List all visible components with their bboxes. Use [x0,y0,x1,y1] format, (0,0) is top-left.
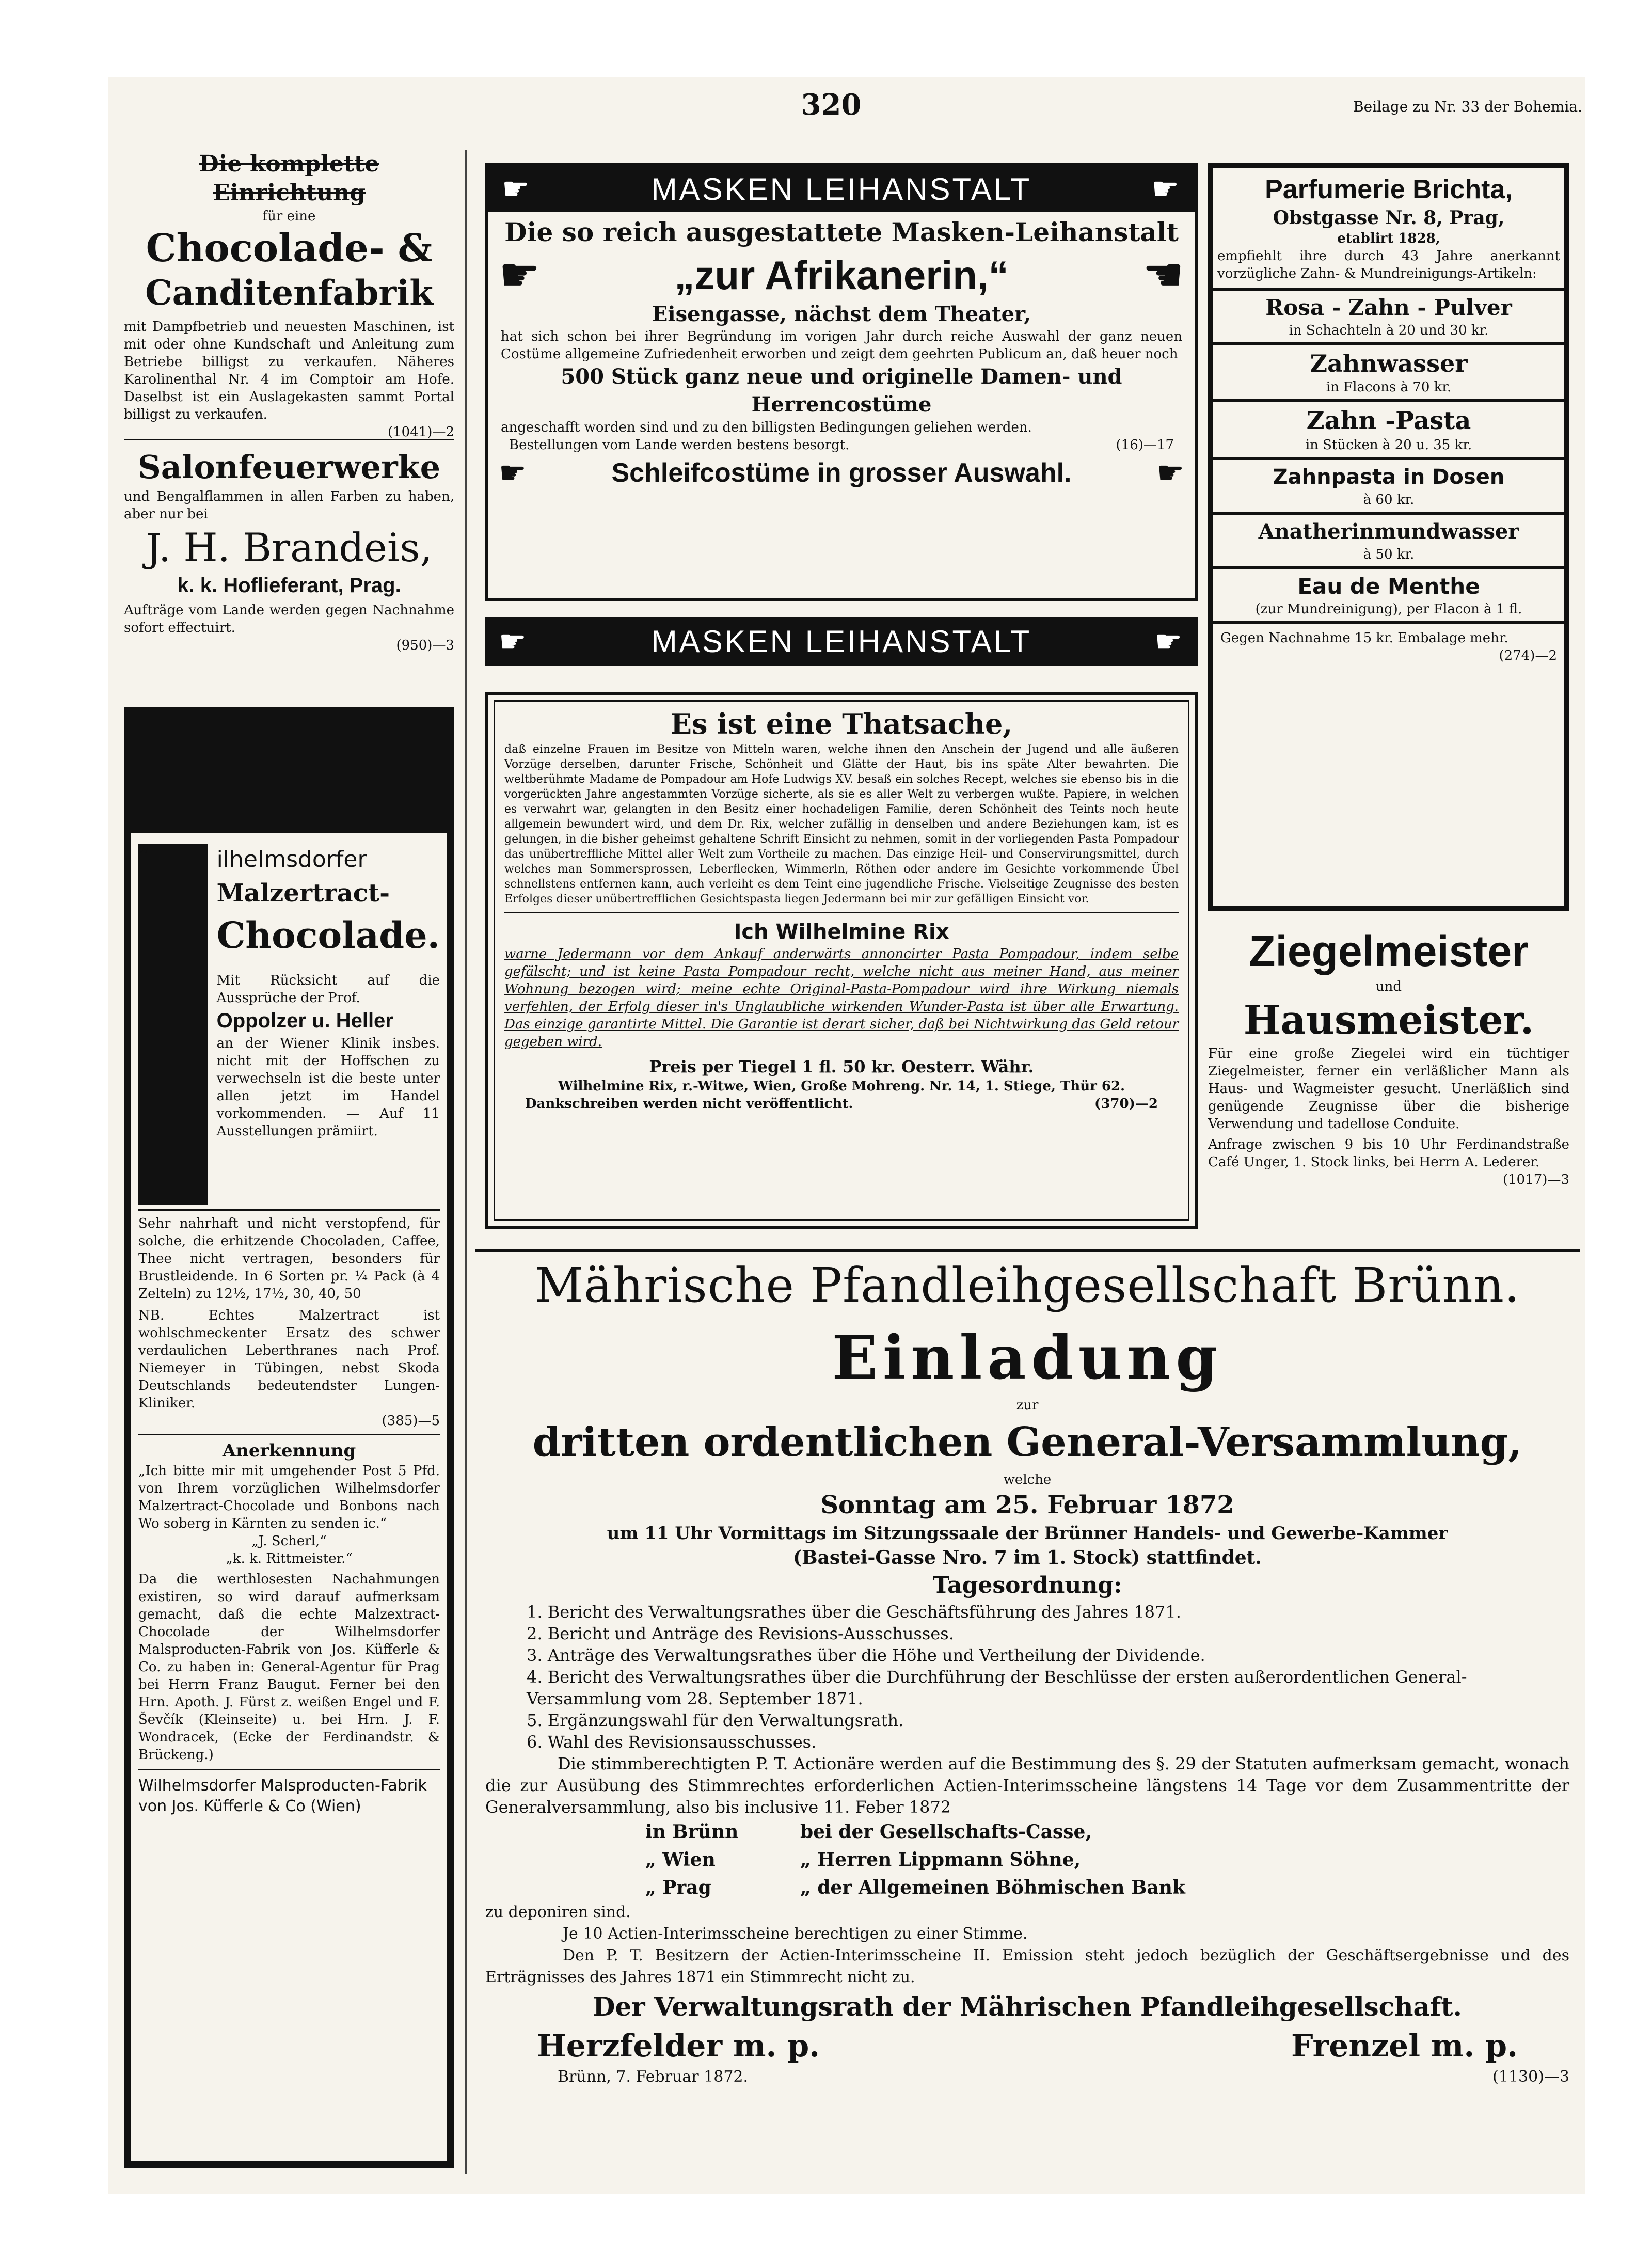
text1: hat sich schon bei ihrer Begründung im vorigen Jahr durch reiche Auswahl der ganz neuen Costüme allgemeine Zufriedenheit erworben und zeigt dem geehrten Publicum an, daß heuer noch [501,329,1182,362]
deposit-city: „ Wien [645,1849,716,1871]
pointing-hand-icon: ☛ [502,171,532,206]
black-header-band [131,715,447,833]
product-zahnpasta [1213,402,1564,460]
deposit-city: in Brünn [645,1821,739,1843]
header-cell [1213,168,1564,291]
agenda-item: 2. Bericht und Anträge des Revisions-Ausschusses. [527,1624,954,1643]
ad-brickmaster [1208,924,1569,1189]
agenda-item: 5. Ergänzungswahl für den Verwaltungsrath. [527,1710,904,1730]
warning: warne Jedermann vor dem Ankauf anderwärts annoncirter Pasta Pompadour, indem selbe gefälscht; und ist keine Pasta Pompadour recht, welche nicht aus meiner Hand, aus meiner Wohnung bezogen wird; meine echte Original-Pasta-Pompadour wird ihre Wirkung niemals verfehlen, der Erfolg dieser in's Unglaubliche wirkenden Wunder-Pasta ist über alle Erwartung. Das einzige garantirte Mittel. Die Garantie ist derart sicher, daß bei Nichtwirkung das Geld retour gegeben wird. [504,946,1179,1050]
schleif-line: Schleifcostüme in grosser Auswahl. [611,458,1072,488]
product-name: Rosa - Zahn - Pulver [1265,295,1512,320]
product-name: Zahnpasta in Dosen [1273,465,1505,489]
para1: Mit Rücksicht auf die Aussprüche der Prof. [216,973,440,1006]
notice-text: Die stimmberechtigten P. T. Actionäre werden auf die Bestimmung des §. 29 der Statuten aufmerksam gemacht, wonach die zur Ausübung des Stimmrechtes erforderlichen Actien-Interimsscheine längstens 14 Tage vor dem Zusammentritte der Generalversammlung, also bis inclusive 11. Feber 1872 [485,1754,1569,1817]
para3: Sehr nahrhaft und nicht verstopfend, für solche, die erhitzende Chocoladen, Caffee, Thee nicht vertragen, besonders für Brustleidende. In 6 Sorten pr. ¼ Pack (à 4 Zelteln) zu 12½, 17½, 30, 40, 50 [138,1216,440,1302]
divider [124,439,454,440]
line2: Malzertract- [216,879,390,908]
footer-note: Gegen Nachnahme 15 kr. Embalage mehr. [1220,630,1508,646]
signature-herzfelder: Herzfelder m. p. [537,2028,820,2064]
ack-signer: „J. Scherl,“ [251,1533,327,1549]
ad-note: Aufträge vom Lande werden gegen Nachnahme sofort effectuirt. [124,603,454,636]
ad-ref: (1130)—3 [1492,2068,1569,2086]
vote-rule: Je 10 Actien-Interimsscheine berechtigen zu einer Stimme. [563,1925,1028,1943]
ad-chocolate-factory [124,150,454,441]
deposit-place: „ der Allgemeinen Böhmischen Bank [800,1877,1185,1898]
thanks-note: Dankschreiben werden nicht veröffentlicht. [525,1096,853,1112]
ack-signer-title: „k. k. Rittmeister.“ [226,1551,353,1566]
pointing-hand-icon: ☛ [499,455,527,491]
intro: empfiehlt ihre durch 43 Jahre anerkannt vorzügliche Zahn- & Mundreinigungs-Artikeln: [1217,248,1560,281]
para2: an der Wiener Klinik insbes. nicht mit der Hoffschen zu verwechseln ist die beste unter allen jetzt im Handel vorkommenden. — Auf 11 Ausstellungen prämiirt. [216,1036,440,1139]
ad-ref: (274)—2 [1499,648,1557,663]
address: Wilhelmine Rix, r.-Witwe, Wien, Große Mohreng. Nr. 14, 1. Stiege, Thür 62. [558,1079,1125,1094]
banner-text: MASKEN LEIHANSTALT [651,171,1032,207]
ad-text: und Bengalflammen in allen Farben zu haben, aber nur bei [124,489,454,522]
pointing-hand-icon: ☛ [1151,171,1181,206]
product-name: Zahnwasser [1310,350,1468,377]
agenda-list [475,1601,1580,1753]
orders-note: Bestellungen vom Lande werden bestens besorgt. [509,437,850,453]
ad-title: Salonfeuerwerke [137,448,441,486]
ack-text: „Ich bitte mir mit umgehender Post 5 Pfd. von Ihrem vorzüglichen Wilhelmsdorfer Malzertract-Chocolade und Bonbons nach Wo soberg in Kärnten zu senden ic.“ [138,1463,440,1531]
line1: ilhelmsdorfer [216,846,367,873]
deponiren: zu deponiren sind. [485,1903,631,1921]
address: Eisengasse, nächst dem Theater, [652,302,1031,326]
pointing-hand-icon: ☛ [499,248,541,302]
ad-fireworks [124,447,454,654]
shop-name: Parfumerie Brichta, [1265,175,1513,204]
ad-text: daß einzelne Frauen im Besitze von Mitteln waren, welche ihnen den Anschein der Jugend und alle äußeren Vorzüge derselben, darunter Frische, Schönheit und Glätte der Haut, bis ins späte Alter bewahrten. Die weltberühmte Madame de Pompadour am Hofe Ludwigs XV. besaß ein solches Recept, welches sie ebenso bis in die vorgerückten Jahre angestammten Vorzüge sicherte, als sie es aller Welt zu verbergen wußte. Papiere, in welchen es verwahrt war, gelangten in den Besitz einer hochadeligen Familie, deren Schönheit des Teints noch heute allgemein bewundert wird, und dem Dr. Rix, welcher zufällig in denselben und andere Beziehungen kam, ist es gelungen, in die bisher geheimst gehaltene Schrift Einsicht zu nehmen, somit in der vorliegenden Pasta Pompadour das unübertreffliche Mittel aller Welt zum Vortheile zu machen. Das einzige Heil- und Conservirungsmittel, durch welches man Sommersprossen, Leberflecken, Wimmerln, Röthen oder andere im Gesichte vorkommende Übel schnellstens entfernen kann, auch verleiht es dem Teint eine jugendliche Frische. Vielseitige Zeugnisse des besten Erfolges dieser unübertrefflichen Gesichtspasta liegen Jedermann bei mir zur gefälligen Einsicht vor. [504,743,1179,906]
welche: welche [1003,1472,1052,1487]
since: etablirt 1828, [1337,231,1440,246]
ad-title: Es ist eine Thatsache, [670,707,1013,740]
product-name: Zahn -Pasta [1306,406,1471,435]
product-price: à 50 kr. [1363,547,1415,562]
ad-name: J. H. Brandeis, [146,525,433,571]
text2: angeschafft worden sind und zu den billigsten Bedingungen geliehen werden. [501,420,1032,435]
deposit-place: „ Herren Lippmann Söhne, [800,1849,1081,1871]
product-rosa [1213,291,1564,345]
ad-heading-2: Canditenfabrik [145,273,433,313]
agenda-item: 4. Bericht des Verwaltungsrathes über die Durchführung der Beschlüsse der ersten außerordentlichen General-Versammlung vom 28. September 1871. [527,1667,1467,1708]
page-number: 320 [801,88,862,122]
einladung-title: Einladung [832,1323,1223,1393]
agenda-item: 6. Wahl des Revisionsausschusses. [527,1732,817,1752]
deposit-place: bei der Gesellschafts-Casse, [800,1821,1092,1843]
initial-letter-text: W [138,844,149,856]
ad-ref: (385)—5 [382,1413,440,1429]
column-rule [465,150,467,2174]
ad-subtitle: für eine [262,209,316,224]
place-date: Brünn, 7. Februar 1872. [558,2068,749,2086]
line3: Chocolade. [216,914,440,957]
board-signature: Der Verwaltungsrath der Mährischen Pfandleihgesellschaft. [593,1991,1462,2022]
bold-line: 500 Stück ganz neue und originelle Damen- und Herrencostüme [561,365,1122,417]
owners-note: Den P. T. Besitzern der Actien-Interimsscheine II. Emission steht jedoch bezüglich der Geschäftsergebnisse und des Erträgnisses des Jahres 1871 ein Stimmrecht nicht zu. [485,1946,1569,1986]
ad-subtitle: k. k. Hoflieferant, Prag. [177,574,401,597]
ad-text: mit Dampfbetrieb und neuesten Maschinen, ist mit oder ohne Kundschaft und Anleitung zum Betriebe billigst zu verkaufen. Näheres Karolinenthal Nr. 4 im Comptoir am Hofe. Daselbst ist ein Auslagekasten sammt Portal billigst zu verkaufen. [124,319,454,422]
banner-top [488,166,1195,212]
product-name: Anatherinmundwasser [1258,519,1519,544]
address: Obstgasse Nr. 8, Prag, [1273,207,1505,229]
ad-malt-chocolate [124,707,454,2168]
product-price: in Stücken à 20 u. 35 kr. [1305,437,1472,453]
ad-pasta-pompadour [485,692,1198,1229]
meeting-place: (Bastei-Gasse Nro. 7 im 1. Stock) stattfindet. [793,1547,1262,1569]
meeting-time: um 11 Uhr Vormittags im Sitzungssaale der Brünner Handels- und Gewerbe-Kammer [607,1523,1448,1544]
agenda-title: Tagesordnung: [932,1572,1122,1598]
pointing-hand-icon: ☛ [1156,455,1184,491]
price: Preis per Tiegel 1 fl. 50 kr. Oesterr. Währ. [649,1057,1034,1076]
zur: zur [1016,1398,1039,1413]
deposit-city: „ Prag [645,1877,711,1898]
ad-parfumerie-brichta [1208,163,1569,911]
product-price: in Schachteln à 20 und 30 kr. [1289,323,1489,338]
meeting-date: Sonntag am 25. Februar 1872 [820,1491,1234,1519]
ad-ref: (16)—17 [1116,437,1174,453]
initial-letter [138,844,208,1205]
ad-ref: (1041)—2 [388,424,454,440]
ad-ref: (950)—3 [396,638,454,653]
agenda-item: 1. Bericht des Verwaltungsrathes über die Geschäftsführung des Jahres 1871. [527,1602,1181,1622]
product-price: à 60 kr. [1363,492,1415,508]
title2: Hausmeister. [1243,997,1534,1043]
ad-footer: Wilhelmsdorfer Malsproducten-Fabrik von Jos. Küfferle & Co (Wien) [138,1777,427,1815]
ad-ref: (1017)—3 [1503,1172,1569,1187]
product-name: Eau de Menthe [1297,574,1480,599]
banner-bottom [485,617,1198,666]
shop-name: „zur Afrikanerin,“ [674,252,1009,298]
ad-heading-1: Chocolade- & [146,226,433,271]
contact: Anfrage zwischen 9 bis 10 Uhr Ferdinandstraße Café Unger, 1. Stock links, bei Herrn A. Lederer. [1208,1137,1569,1170]
ad-text: Für eine große Ziegelei wird ein tüchtiger Ziegelmeister, ferner ein verläßlicher Mann als Haus- und Wagmeister gesucht. Unerläßlich sind genügende Zeugnisse über die bisherige Verwendung und tadellose Conduite. [1208,1046,1569,1132]
names: Oppolzer u. Heller [216,1009,393,1032]
ack-title: Anerkennung [222,1440,356,1461]
deposit-list [475,1818,1580,1902]
headline: Die so reich ausgestattete Masken-Leihanstalt [504,217,1179,247]
signer: Ich Wilhelmine Rix [734,920,949,944]
title1: Ziegelmeister [1249,927,1529,975]
product-price: (zur Mundreinigung), per Flacon à 1 fl. [1255,601,1522,617]
para4: NB. Echtes Malzertract ist wohlschmeckenter Ersatz des schwer verdaulichen Leberthranes nach Prof. Niemeyer in Tübingen, nebst Skoda Deutschlands bedeutendster Lungen-Kliniker. [138,1308,440,1411]
agenda-item: 3. Anträge des Verwaltungsrathes über die Höhe und Vertheilung der Dividende. [527,1645,1205,1665]
pointing-hand-icon: ☛ [1154,624,1184,659]
pointing-hand-icon: ☛ [499,624,529,659]
meeting-title: dritten ordentlichen General-Versammlung, [532,1419,1522,1466]
product-price: in Flacons à 70 kr. [1326,379,1452,395]
ad-masquerade-rental [485,163,1198,601]
newspaper-page [108,77,1585,2194]
product-dosen [1213,460,1564,515]
banner-text: MASKEN LEIHANSTALT [651,624,1032,659]
product-zahnwasser [1213,345,1564,402]
und: und [1375,979,1402,994]
product-menthe [1213,569,1564,624]
ad-ref: (370)—2 [1094,1096,1158,1112]
warning-text: Da die werthlosesten Nachahmungen existiren, so wird darauf aufmerksam gemacht, daß die echte Malzextract-Chocolade der Wilhelmsdorfer Malsproducten-Fabrik von Jos. Küfferle & Co. zu haben in: General-Agentur für Prag bei Herrn Franz Baugut. Ferner bei den Hrn. Apoth. J. Fürst z. weißen Engel und F. Ševčík (Kleinseite) u. bei Hrn. J. F. Wondracek, (Ecke der Ferdinandstr. & Brückeng.) [138,1572,440,1763]
signature-frenzel: Frenzel m. p. [1291,2028,1518,2064]
pointing-hand-icon: ☛ [1142,248,1184,302]
product-anatherin [1213,515,1564,569]
company-name: Mährische Pfandleihgesellschaft Brünn. [534,1258,1520,1313]
notice-general-meeting [475,1249,1580,2087]
ad-title: Die komplette Einrichtung [199,151,379,206]
supplement-note: Beilage zu Nr. 33 der Bohemia. [1353,98,1582,115]
